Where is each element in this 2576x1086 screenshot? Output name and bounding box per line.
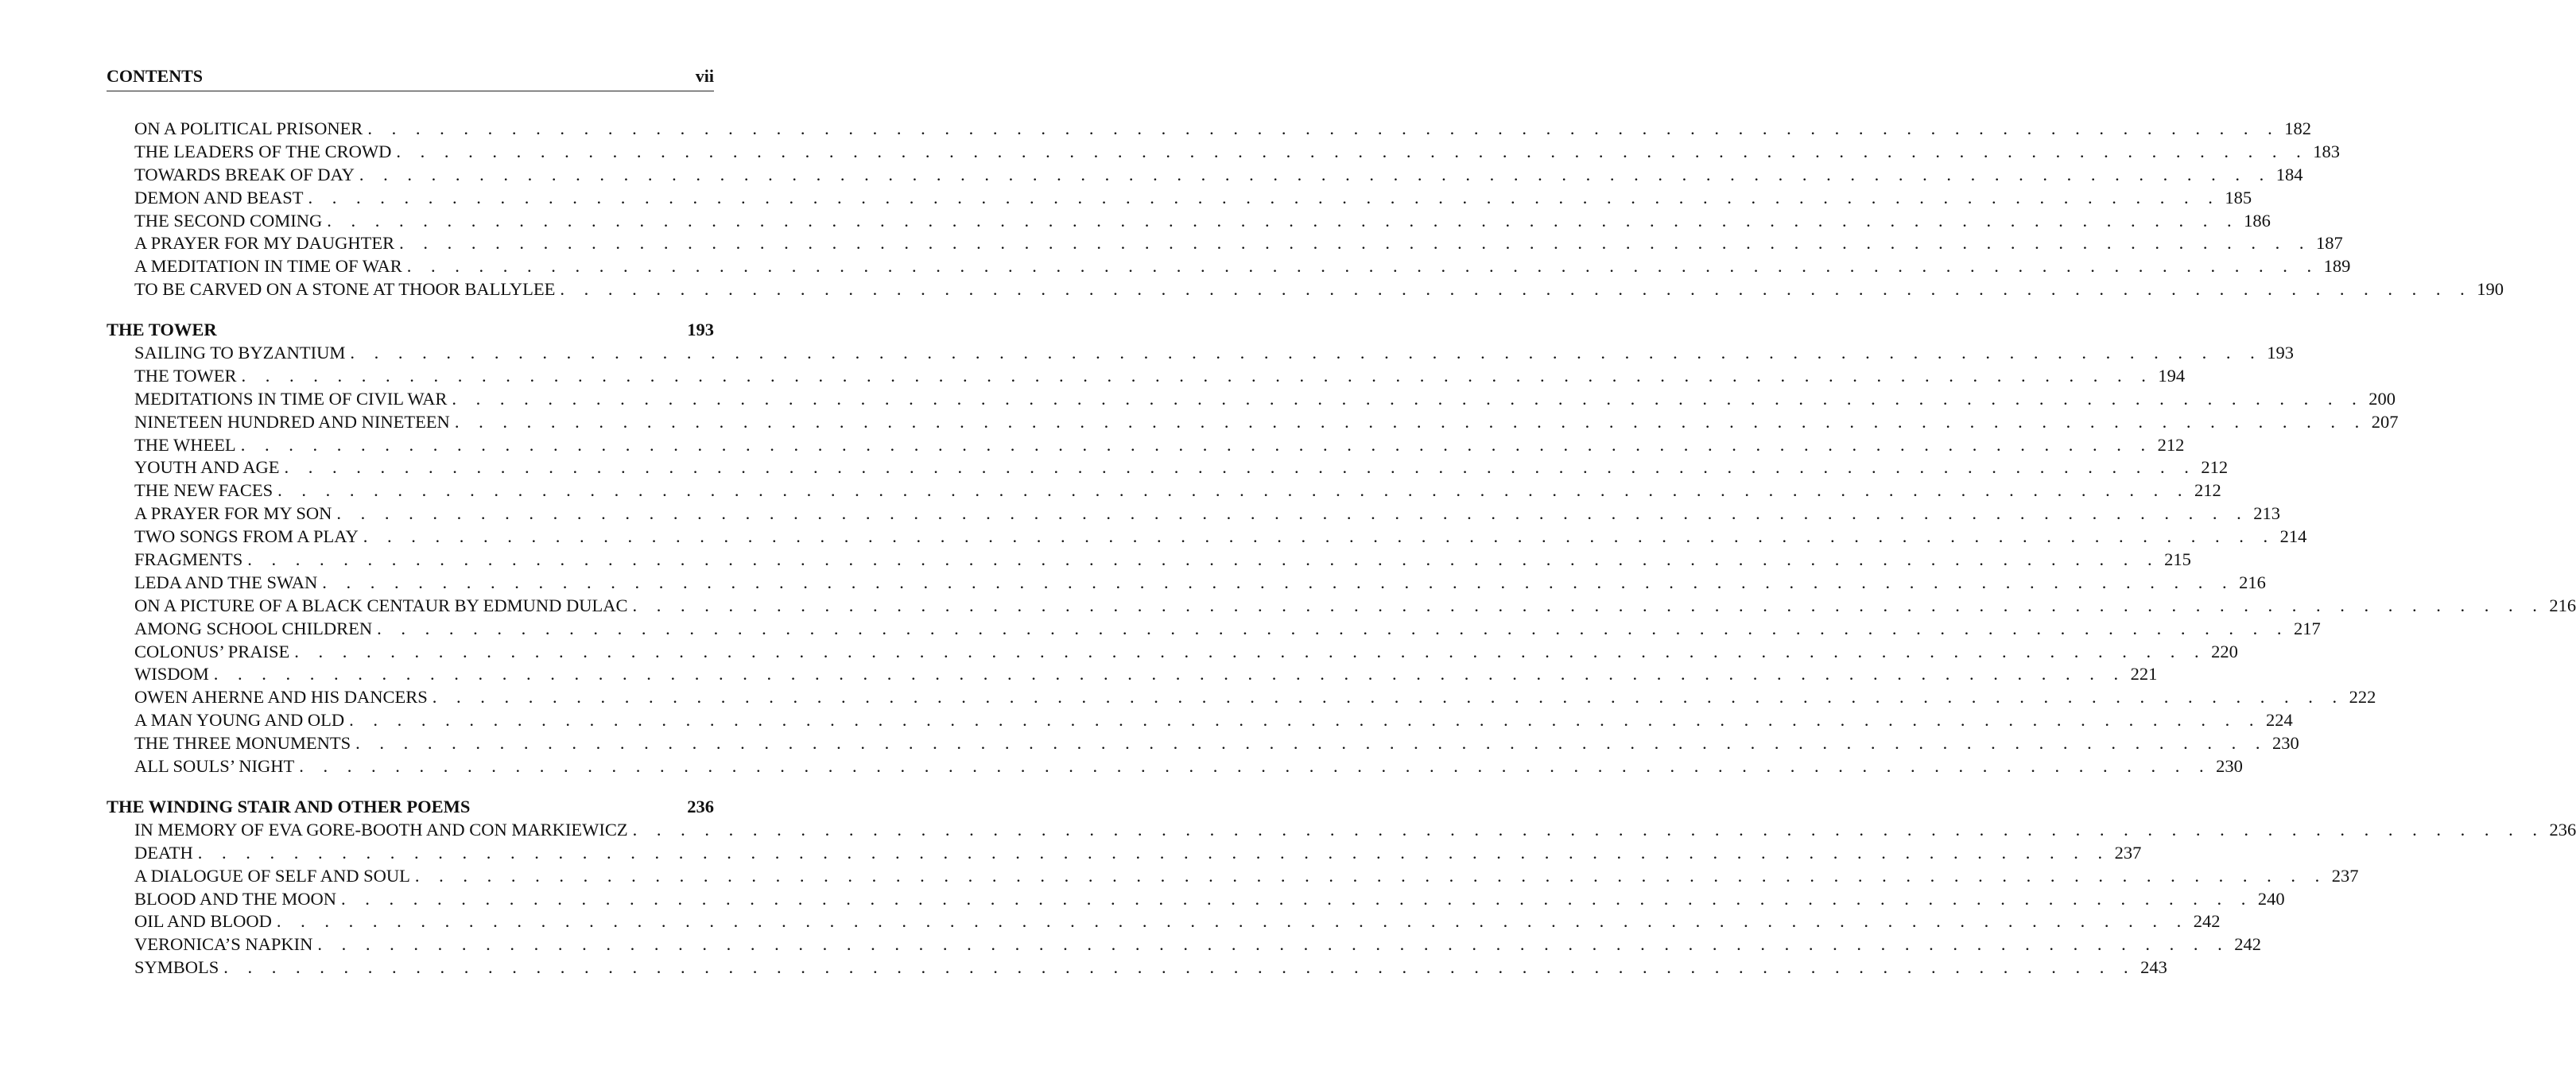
toc-entry[interactable] [107,888,2285,911]
dot-leader: . . . . . . . . . . . . . . . . . . . . . . . . . . . . . . . . . . . . . . . . . . . . . . . . . . . . . . . . . . . . . . . . . . . . . . . . . . . . . . . . [396,141,2309,161]
entry-page-number: 213 [2253,503,2281,524]
entry-title: A MEDITATION IN TIME OF WAR [134,256,402,277]
toc-entry[interactable] [107,365,2186,388]
dot-leader: . . . . . . . . . . . . . . . . . . . . . . . . . . . . . . . . . . . . . . . . . . . . . . . . . . . . . . . . . . . . . . . . . . . . . . . . . . . . . . . . [322,572,2235,592]
entry-title: VERONICA’S NAPKIN [134,934,313,955]
entry-title: COLONUS’ PRAISE [134,641,290,661]
dot-leader: . . . . . . . . . . . . . . . . . . . . . . . . . . . . . . . . . . . . . . . . . . . . . . . . . . . . . . . . . . . . . . . . . . . . . . . . . . . . . . . . [340,888,2253,909]
toc-entry[interactable] [107,686,2376,709]
section-title: THE WINDING STAIR AND OTHER POEMS [107,796,471,816]
toc-entry[interactable] [107,342,2295,365]
toc-entry[interactable] [107,865,2359,888]
toc-entry[interactable] [107,956,2167,979]
section-heading[interactable] [107,319,714,342]
toc-entry[interactable] [107,456,2229,479]
entry-title: YOUTH AND AGE [134,457,280,478]
dot-leader: . . . . . . . . . . . . . . . . . . . . . . . . . . . . . . . . . . . . . . . . . . . . . . . . . . . . . . . . . . . . . . . . . . . . . . . . . . . . . . . . [399,233,2312,254]
entry-title: IN MEMORY OF EVA GORE-BOOTH AND CON MARKIEWICZ [134,819,628,840]
dot-leader: . . . . . . . . . . . . . . . . . . . . . . . . . . . . . . . . . . . . . . . . . . . . . . . . . . . . . . . . . . . . . . . . . . . . . . . . . . . . . . . . [560,279,2473,300]
dot-leader: . . . . . . . . . . . . . . . . . . . . . . . . . . . . . . . . . . . . . . . . . . . . . . . . . . . . . . . . . . . . . . . . . . . . . . . . . . . . . . . . [406,256,2319,277]
entry-title: THE LEADERS OF THE CROWD [134,141,392,161]
dot-leader: . . . . . . . . . . . . . . . . . . . . . . . . . . . . . . . . . . . . . . . . . . . . . . . . . . . . . . . . . . . . . . . . . . . . . . . . . . . . . . . . [350,343,2263,363]
entry-title: FRAGMENTS [134,549,243,570]
toc-entry[interactable] [107,118,2311,141]
dot-leader: . . . . . . . . . . . . . . . . . . . . . . . . . . . . . . . . . . . . . . . . . . . . . . . . . . . . . . . . . . . . . . . . . . . . . . . . . . . . . . . . [336,503,2249,524]
entry-page-number: 216 [2549,595,2576,615]
entry-title: ALL SOULS’ NIGHT [134,756,295,777]
section-page-number: 193 [687,320,714,340]
entry-title: SYMBOLS [134,957,219,978]
dot-leader: . . . . . . . . . . . . . . . . . . . . . . . . . . . . . . . . . . . . . . . . . . . . . . . . . . . . . . . . . . . . . . . . . . . . . . . . . . . . . . . . [432,687,2345,708]
header-page-number: vii [695,66,714,86]
entry-page-number: 193 [2267,343,2295,363]
entry-page-number: 183 [2313,141,2340,161]
toc-entry[interactable] [107,164,2303,187]
entry-page-number: 189 [2323,256,2351,277]
entry-title: LEDA AND THE SWAN [134,572,318,592]
entry-title: DEMON AND BEAST [134,187,304,208]
entry-title: A PRAYER FOR MY DAUGHTER [134,233,395,254]
entry-page-number: 222 [2349,687,2376,708]
entry-page-number: 200 [2368,388,2396,409]
dot-leader: . . . . . . . . . . . . . . . . . . . . . . . . . . . . . . . . . . . . . . . . . . . . . . . . . . . . . . . . . . . . . . . . . . . . . . . . . . . . . . . . [308,187,2221,208]
entry-page-number: 242 [2193,911,2221,932]
entry-page-number: 186 [2244,210,2271,231]
toc-entry[interactable] [107,663,2158,686]
toc-entry[interactable] [107,232,2343,255]
entry-page-number: 237 [2331,865,2359,886]
entry-page-number: 187 [2316,233,2343,254]
dot-leader: . . . . . . . . . . . . . . . . . . . . . . . . . . . . . . . . . . . . . . . . . . . . . . . . . . . . . . . . . . . . . . . . . . . . . . . . . . . . . . . . [197,842,2110,863]
toc-entry[interactable] [107,434,2185,457]
table-of-contents [107,118,2576,979]
toc-entry[interactable] [107,187,2252,210]
entry-page-number: 242 [2234,934,2262,955]
dot-leader: . . . . . . . . . . . . . . . . . . . . . . . . . . . . . . . . . . . . . . . . . . . . . . . . . . . . . . . . . . . . . . . . . . . . . . . . . . . . . . . . [414,865,2327,886]
dot-leader: . . . . . . . . . . . . . . . . . . . . . . . . . . . . . . . . . . . . . . . . . . . . . . . . . . . . . . . . . . . . . . . . . . . . . . . . . . . . . . . . [317,934,2230,955]
entry-title: THE THREE MONUMENTS [134,733,351,754]
entry-title: NINETEEN HUNDRED AND NINETEEN [134,411,450,432]
entry-title: SAILING TO BYZANTIUM [134,343,346,363]
entry-title: AMONG SCHOOL CHILDREN [134,618,373,638]
dot-leader: . . . . . . . . . . . . . . . . . . . . . . . . . . . . . . . . . . . . . . . . . . . . . . . . . . . . . . . . . . . . . . . . . . . . . . . . . . . . . . . . [355,733,2268,754]
dot-leader: . . . . . . . . . . . . . . . . . . . . . . . . . . . . . . . . . . . . . . . . . . . . . . . . . . . . . . . . . . . . . . . . . . . . . . . . . . . . . . . . [349,710,2262,731]
toc-entry[interactable] [107,910,2221,933]
entry-title: THE SECOND COMING [134,210,323,231]
entry-title: OIL AND BLOOD [134,911,272,932]
entry-title: ON A PICTURE OF A BLACK CENTAUR BY EDMUND DULAC [134,595,628,615]
toc-entry[interactable] [107,819,2576,842]
toc-entry[interactable] [107,411,2399,434]
entry-title: THE WHEEL [134,434,236,455]
dot-leader: . . . . . . . . . . . . . . . . . . . . . . . . . . . . . . . . . . . . . . . . . . . . . . . . . . . . . . . . . . . . . . . . . . . . . . . . . . . . . . . . [247,549,2160,570]
entry-page-number: 182 [2284,118,2311,138]
toc-entry[interactable] [107,549,2191,572]
entry-title: MEDITATIONS IN TIME OF CIVIL WAR [134,388,448,409]
toc-entry[interactable] [107,842,2142,865]
entry-title: OWEN AHERNE AND HIS DANCERS [134,687,428,708]
entry-page-number: 236 [2549,819,2576,840]
toc-entry[interactable] [107,732,2299,755]
entry-page-number: 184 [2275,164,2303,184]
entry-page-number: 194 [2158,365,2186,386]
dot-leader: . . . . . . . . . . . . . . . . . . . . . . . . . . . . . . . . . . . . . . . . . . . . . . . . . . . . . . . . . . . . . . . . . . . . . . . . . . . . . . . . [294,641,2207,661]
toc-entry[interactable] [107,572,2266,595]
entry-page-number: 214 [2279,526,2307,547]
toc-entry[interactable] [107,526,2307,549]
entry-title: BLOOD AND THE MOON [134,888,336,909]
entry-title: TO BE CARVED ON A STONE AT THOOR BALLYLEE [134,279,556,300]
running-header [107,65,714,91]
toc-entry[interactable] [107,755,2243,778]
toc-entry[interactable] [107,278,2504,301]
dot-leader: . . . . . . . . . . . . . . . . . . . . . . . . . . . . . . . . . . . . . . . . . . . . . . . . . . . . . . . . . . . . . . . . . . . . . . . . . . . . . . . . [277,480,2190,501]
entry-title: A PRAYER FOR MY SON [134,503,332,524]
dot-leader: . . . . . . . . . . . . . . . . . . . . . . . . . . . . . . . . . . . . . . . . . . . . . . . . . . . . . . . . . . . . . . . . . . . . . . . . . . . . . . . . [276,911,2189,932]
entry-title: TWO SONGS FROM A PLAY [134,526,359,547]
entry-page-number: 212 [2157,434,2185,455]
entry-page-number: 215 [2164,549,2191,570]
toc-entry[interactable] [107,618,2321,641]
entry-page-number: 230 [2271,733,2299,754]
entry-page-number: 243 [2140,957,2167,978]
entry-title: THE TOWER [134,365,237,386]
dot-leader: . . . . . . . . . . . . . . . . . . . . . . . . . . . . . . . . . . . . . . . . . . . . . . . . . . . . . . . . . . . . . . . . . . . . . . . . . . . . . . . . [632,595,2545,615]
toc-entry[interactable] [107,479,2221,502]
entry-page-number: 240 [2257,888,2285,909]
toc-entry[interactable] [107,709,2293,732]
toc-entry[interactable] [107,595,2576,618]
dot-leader: . . . . . . . . . . . . . . . . . . . . . . . . . . . . . . . . . . . . . . . . . . . . . . . . . . . . . . . . . . . . . . . . . . . . . . . . . . . . . . . . [223,957,2136,978]
dot-leader: . . . . . . . . . . . . . . . . . . . . . . . . . . . . . . . . . . . . . . . . . . . . . . . . . . . . . . . . . . . . . . . . . . . . . . . . . . . . . . . . [377,618,2290,638]
entry-title: DEATH [134,842,193,863]
toc-entry[interactable] [107,641,2238,664]
dot-leader: . . . . . . . . . . . . . . . . . . . . . . . . . . . . . . . . . . . . . . . . . . . . . . . . . . . . . . . . . . . . . . . . . . . . . . . . . . . . . . . . [367,118,2280,138]
entry-page-number: 185 [2225,187,2252,208]
entry-page-number: 212 [2194,480,2221,501]
dot-leader: . . . . . . . . . . . . . . . . . . . . . . . . . . . . . . . . . . . . . . . . . . . . . . . . . . . . . . . . . . . . . . . . . . . . . . . . . . . . . . . . [284,457,2197,478]
toc-entry[interactable] [107,388,2396,411]
dot-leader: . . . . . . . . . . . . . . . . . . . . . . . . . . . . . . . . . . . . . . . . . . . . . . . . . . . . . . . . . . . . . . . . . . . . . . . . . . . . . . . . [454,411,2367,432]
entry-title: TOWARDS BREAK OF DAY [134,164,355,184]
dot-leader: . . . . . . . . . . . . . . . . . . . . . . . . . . . . . . . . . . . . . . . . . . . . . . . . . . . . . . . . . . . . . . . . . . . . . . . . . . . . . . . . [632,819,2545,840]
toc-entry[interactable] [107,210,2271,233]
entry-page-number: 237 [2114,842,2142,863]
entry-title: A DIALOGUE OF SELF AND SOUL [134,865,410,886]
entry-title: WISDOM [134,664,209,685]
dot-leader: . . . . . . . . . . . . . . . . . . . . . . . . . . . . . . . . . . . . . . . . . . . . . . . . . . . . . . . . . . . . . . . . . . . . . . . . . . . . . . . . [299,756,2212,777]
dot-leader: . . . . . . . . . . . . . . . . . . . . . . . . . . . . . . . . . . . . . . . . . . . . . . . . . . . . . . . . . . . . . . . . . . . . . . . . . . . . . . . . [363,526,2275,547]
entry-page-number: 190 [2477,279,2504,300]
toc-entry[interactable] [107,141,2340,164]
section-page-number: 236 [687,796,714,816]
dot-leader: . . . . . . . . . . . . . . . . . . . . . . . . . . . . . . . . . . . . . . . . . . . . . . . . . . . . . . . . . . . . . . . . . . . . . . . . . . . . . . . . [452,388,2365,409]
entry-page-number: 217 [2294,618,2321,638]
entry-page-number: 207 [2371,411,2399,432]
toc-entry[interactable] [107,255,2351,278]
section-title: THE TOWER [107,320,217,340]
dot-leader: . . . . . . . . . . . . . . . . . . . . . . . . . . . . . . . . . . . . . . . . . . . . . . . . . . . . . . . . . . . . . . . . . . . . . . . . . . . . . . . . [213,664,2126,685]
entry-title: ON A POLITICAL PRISONER [134,118,363,138]
entry-page-number: 230 [2216,756,2243,777]
toc-entry[interactable] [107,502,2281,526]
entry-page-number: 224 [2266,710,2293,731]
entry-page-number: 220 [2211,641,2238,661]
entry-page-number: 221 [2130,664,2158,685]
section-heading[interactable] [107,796,714,819]
toc-entry[interactable] [107,933,2262,956]
header-title: CONTENTS [107,66,204,86]
entry-page-number: 216 [2239,572,2266,592]
entry-page-number: 212 [2201,457,2229,478]
entry-title: A MAN YOUNG AND OLD [134,710,345,731]
dot-leader: . . . . . . . . . . . . . . . . . . . . . . . . . . . . . . . . . . . . . . . . . . . . . . . . . . . . . . . . . . . . . . . . . . . . . . . . . . . . . . . . [240,434,2153,455]
dot-leader: . . . . . . . . . . . . . . . . . . . . . . . . . . . . . . . . . . . . . . . . . . . . . . . . . . . . . . . . . . . . . . . . . . . . . . . . . . . . . . . . [327,210,2240,231]
entry-title: THE NEW FACES [134,480,274,501]
dot-leader: . . . . . . . . . . . . . . . . . . . . . . . . . . . . . . . . . . . . . . . . . . . . . . . . . . . . . . . . . . . . . . . . . . . . . . . . . . . . . . . . [359,164,2271,184]
dot-leader: . . . . . . . . . . . . . . . . . . . . . . . . . . . . . . . . . . . . . . . . . . . . . . . . . . . . . . . . . . . . . . . . . . . . . . . . . . . . . . . . [241,365,2154,386]
